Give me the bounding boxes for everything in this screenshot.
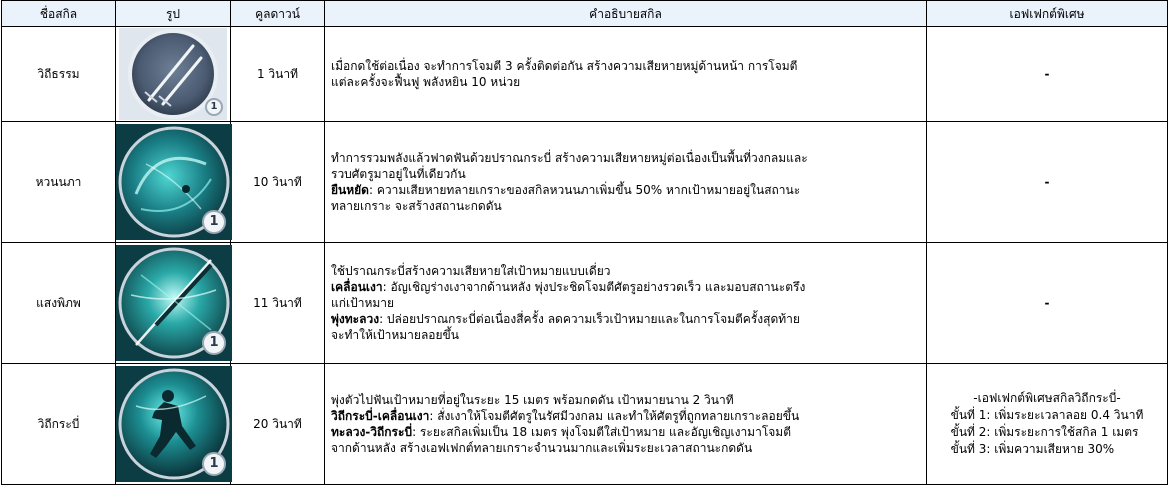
special-effect-item: ขั้นที่ 2: เพิ่มระยะการใช้สกิล 1 เมตร [950,425,1139,439]
skill-effect: - [927,27,1168,122]
header-description: คำอธิบายสกิล [325,1,927,27]
skill-effect: - [927,243,1168,364]
special-effect-item: ขั้นที่ 1: เพิ่มระยะเวลาลอย 0.4 วินาที [950,408,1144,422]
skill-icon-blade-light [116,245,232,361]
skill-icon-swords [119,28,227,120]
skill-image-cell [116,243,231,364]
skills-table [1,0,1168,485]
skill-name: หวนนภา [2,122,116,243]
table-row [2,27,1168,122]
table-row [2,122,1168,243]
skill-description: ทำการรวมพลังแล้วฟาดฟันด้วยปราณกระบี่ สร้างความเสียหายหมู่ต่อเนื่องเป็นพื้นที่วงกลมและ รวบศัตรูมาอยู่ในที่เดียวกัน ยืนหยัด: ความเสียหายทลายเกราะของสกิลหวนนภาเพิ่มขึ้น 50% หากเป้าหมายอยู่ในสถานะ ทลายเกราะ จะสร้างสถานะกดดัน [325,122,927,243]
skill-level-badge: 1 [202,331,226,355]
skill-effect [927,364,1168,485]
skill-name: แสงพิภพ [2,243,116,364]
table-row [2,364,1168,485]
skill-name: วิถีธรรม [2,27,116,122]
skill-level-badge: 1 [202,452,226,476]
skill-image-cell [116,122,231,243]
header-cooldown: คูลดาวน์ [231,1,325,27]
skill-description: ใช้ปราณกระบี่สร้างความเสียหายใส่เป้าหมายแบบเดี่ยว เคลื่อนเงา: อัญเชิญร่างเงาจากด้านหลัง พุ่งประชิดโจมตีศัตรูอย่างรวดเร็ว และมอบสถานะตรึง แก่เป้าหมาย พุ่งทะลวง: ปล่อยปราณกระบี่ต่อเนื่องสี่ครั้ง ลดความเร็วเป้าหมายและในการโจมตีครั้งสุดท้าย จะทำให้เป้าหมายลอยขึ้น [325,243,927,364]
table-row [2,243,1168,364]
header-row [2,1,1168,27]
skill-description: เมื่อกดใช้ต่อเนื่อง จะทำการโจมตี 3 ครั้งติดต่อกัน สร้างความเสียหายหมู่ด้านหน้า การโจมตี แต่ละครั้งจะฟื้นฟู พลังหยิน 10 หน่วย [325,27,927,122]
skill-effect: - [927,122,1168,243]
special-effect-list [951,390,1144,458]
header-skill-name: ชื่อสกิล [2,1,116,27]
skill-image-cell [116,364,231,485]
skill-icon-swirl [116,124,232,240]
skill-cooldown: 1 วินาที [231,27,325,122]
skill-cooldown: 11 วินาที [231,243,325,364]
skill-level-badge: 1 [205,98,223,116]
skill-level-badge: 1 [202,210,226,234]
header-image: รูป [116,1,231,27]
skill-cooldown: 10 วินาที [231,122,325,243]
header-special-effect: เอฟเฟกต์พิเศษ [927,1,1168,27]
skill-cooldown: 20 วินาที [231,364,325,485]
special-effect-item: ขั้นที่ 3: เพิ่มความเสียหาย 30% [950,442,1115,456]
skill-name: วิถีกระบี่ [2,364,116,485]
skill-image-cell [116,27,231,122]
skill-description: พุ่งตัวไปฟันเป้าหมายที่อยู่ในระยะ 15 เมตร พร้อมกดดัน เป้าหมายนาน 2 วินาที วิถีกระบี่-เคลื่อนเงา: สั่งเงาให้โจมตีศัตรูในรัศมีวงกลม และทำให้ศัตรูที่ถูกทลายเกราะลอยขึ้น ทะลวง-วิถีกระบี่: ระยะสกิลเพิ่มเป็น 18 เมตร พุ่งโจมตีใส่เป้าหมาย และอัญเชิญเงามาโจมตี จากด้านหลัง สร้างเอฟเฟกต์ทลายเกราะจำนวนมากและเพิ่มระยะเวลาสถานะกดดัน [325,364,927,485]
skill-icon-dash-figure [116,366,232,482]
special-effect-title: -เอฟเฟกต์พิเศษสกิลวิถีกระบี่- [973,391,1121,405]
